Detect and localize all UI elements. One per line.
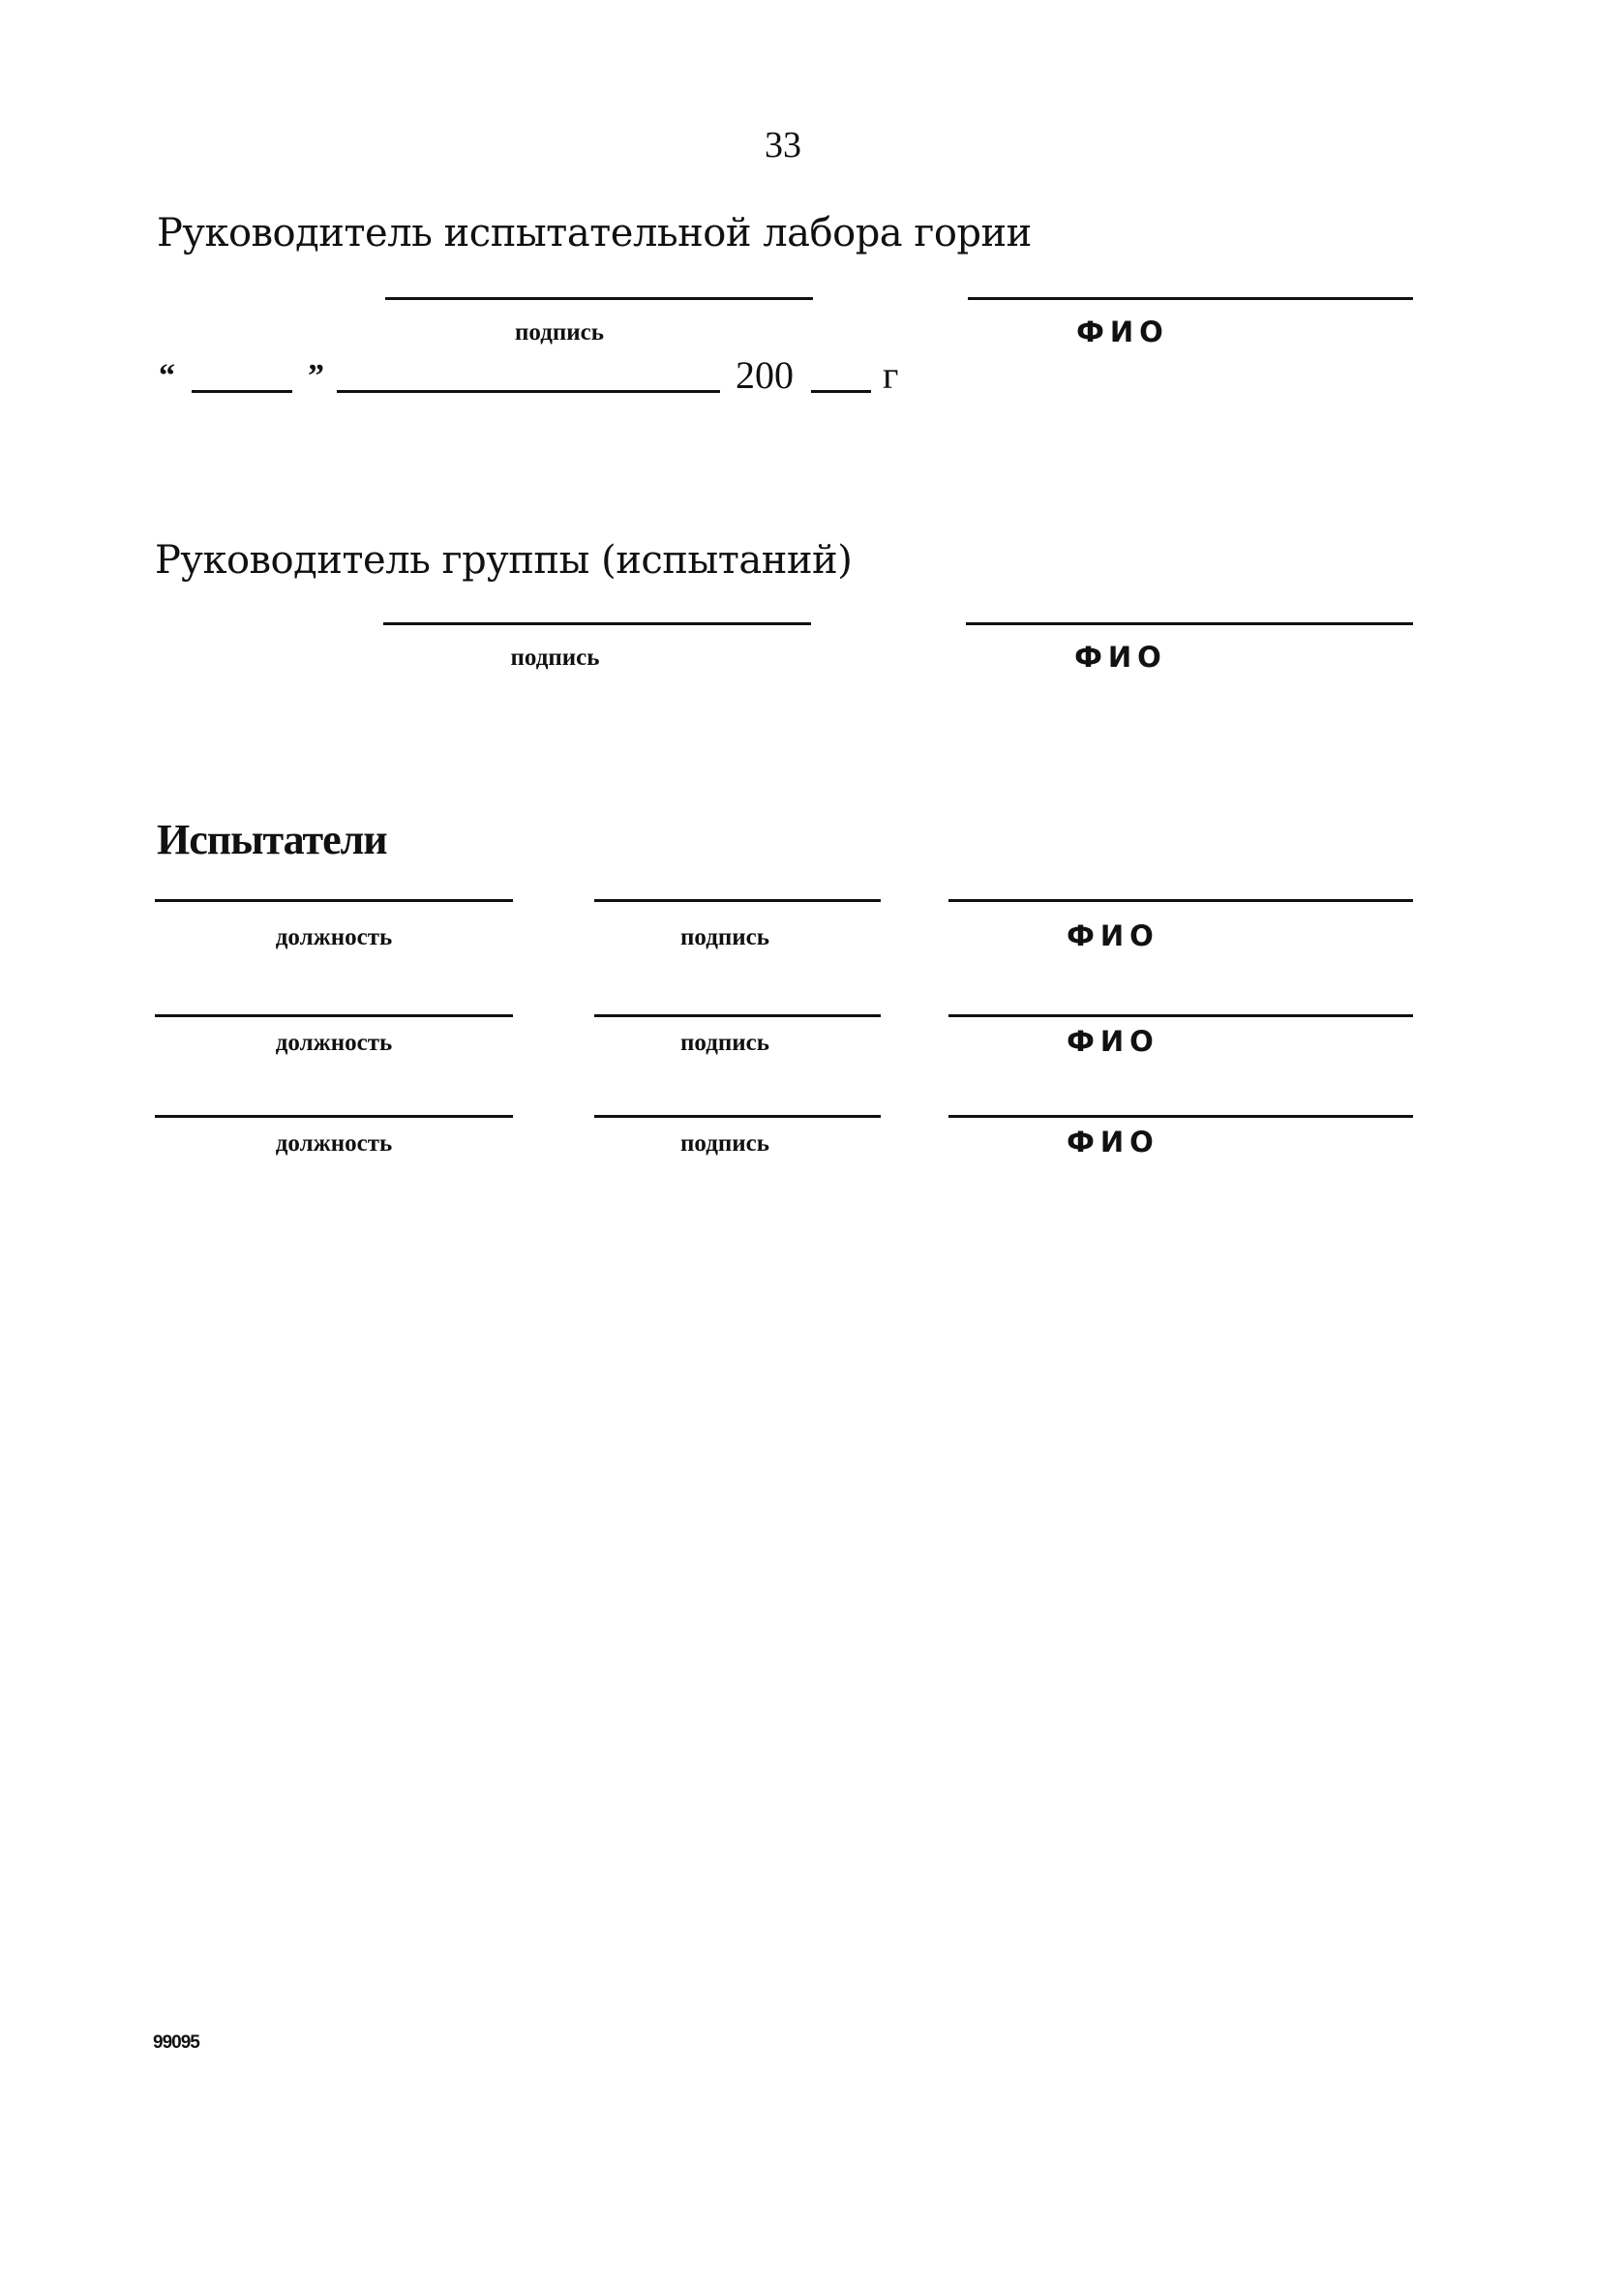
group-head-fio-caption: ФИО xyxy=(1074,641,1167,674)
tester-3-position-caption: должность xyxy=(275,1130,393,1157)
tester-1-fio-line[interactable] xyxy=(948,899,1413,902)
tester-2-signature-caption: подпись xyxy=(680,1030,769,1056)
date-month-line[interactable] xyxy=(337,390,720,393)
tester-1-fio-caption: ФИО xyxy=(1067,919,1159,952)
tester-2-position-line[interactable] xyxy=(155,1014,513,1017)
page-number: 33 xyxy=(765,125,801,165)
tester-2-signature-line[interactable] xyxy=(594,1014,881,1017)
lab-head-fio-line[interactable] xyxy=(968,297,1413,300)
group-head-fio-line[interactable] xyxy=(966,622,1413,625)
group-head-signature-line[interactable] xyxy=(383,622,811,625)
lab-head-title: Руководитель испытательной лабора гории xyxy=(157,211,1032,256)
tester-2-position-caption: должность xyxy=(275,1030,393,1056)
tester-2-fio-caption: ФИО xyxy=(1067,1025,1159,1058)
group-head-signature-caption: подпись xyxy=(510,645,600,671)
tester-1-position-caption: должность xyxy=(275,924,393,950)
tester-2-fio-line[interactable] xyxy=(948,1014,1413,1017)
tester-3-fio-caption: ФИО xyxy=(1067,1126,1159,1158)
tester-3-signature-line[interactable] xyxy=(594,1115,881,1118)
lab-head-signature-line[interactable] xyxy=(385,297,813,300)
testers-title: Испытатели xyxy=(157,816,387,863)
date-open-quote: “ xyxy=(159,358,175,394)
tester-1-position-line[interactable] xyxy=(155,899,513,902)
lab-head-fio-caption: ФИО xyxy=(1076,316,1169,348)
tester-1-signature-caption: подпись xyxy=(680,924,769,950)
date-year-line[interactable] xyxy=(811,390,871,393)
date-day-line[interactable] xyxy=(192,390,292,393)
date-year-suffix: г xyxy=(883,353,899,397)
tester-3-signature-caption: подпись xyxy=(680,1130,769,1157)
tester-1-signature-line[interactable] xyxy=(594,899,881,902)
date-year-prefix: 200 xyxy=(736,353,794,397)
date-close-quote: ” xyxy=(308,358,324,394)
tester-3-fio-line[interactable] xyxy=(948,1115,1413,1118)
group-head-title: Руководитель группы (испытаний) xyxy=(155,538,853,583)
lab-head-signature-caption: подпись xyxy=(515,319,604,346)
footer-code: 99095 xyxy=(153,2032,199,2053)
tester-3-position-line[interactable] xyxy=(155,1115,513,1118)
